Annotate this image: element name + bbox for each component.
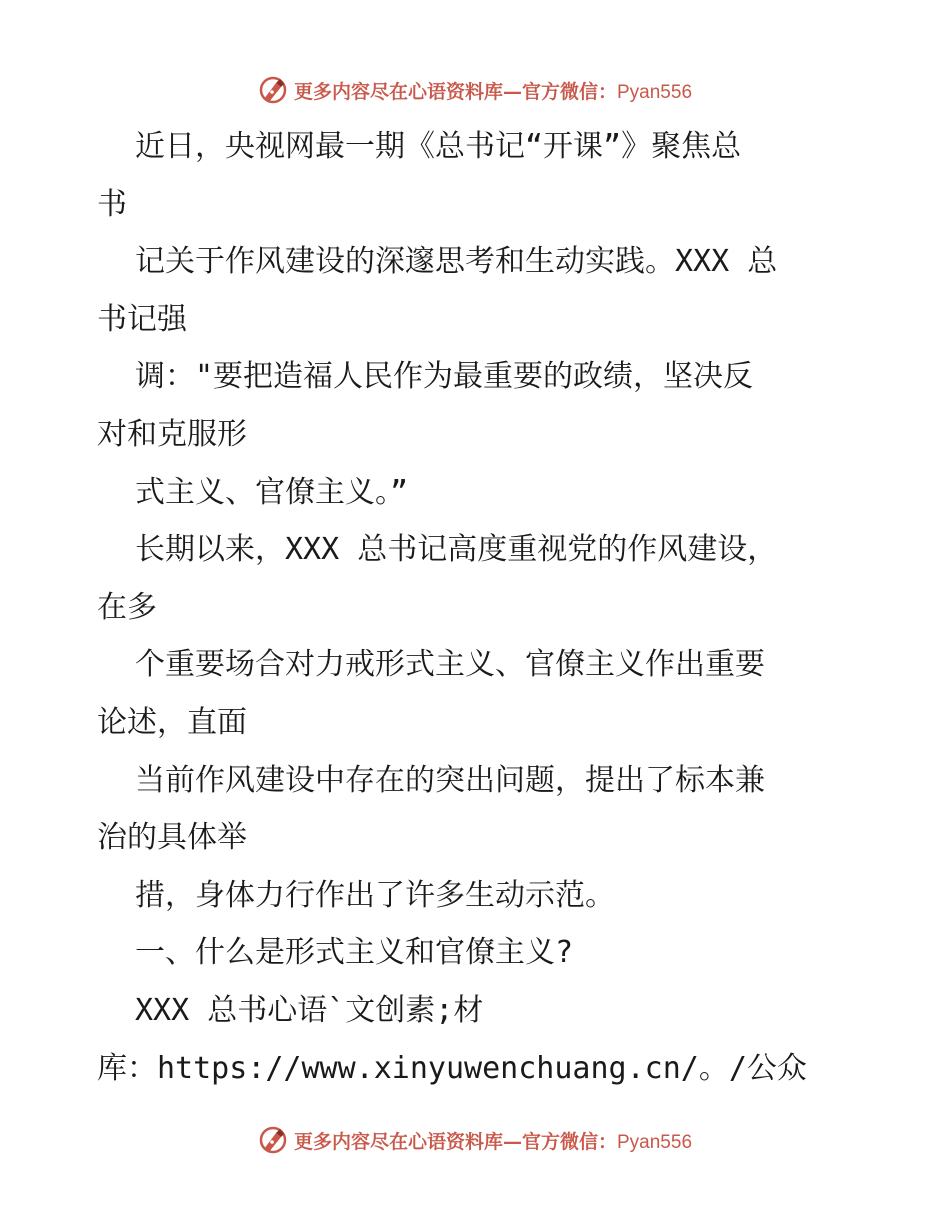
section-heading: 一、什么是形式主义和官僚主义?: [135, 935, 574, 971]
text-line: 个重要场合对力戒形式主义、官僚主义作出重要: [135, 647, 765, 683]
watermark-wechat-id: Pyan556: [617, 1131, 693, 1153]
watermark-wechat-id: Pyan556: [617, 81, 693, 103]
text-line: 论述，直面: [97, 704, 247, 740]
watermark-label: 更多内容尽在心语资料库—官方微信：: [293, 80, 617, 103]
text-line: 对和克服形: [97, 416, 247, 452]
footer-watermark: [0, 1120, 950, 1160]
text-line: 治的具体举: [97, 820, 247, 856]
text-line: 书记强: [97, 301, 187, 337]
text-line: 记关于作风建设的深邃思考和生动实践。XXX 总: [135, 244, 778, 280]
header-watermark: [0, 70, 950, 110]
pen-nib-logo-icon: [258, 1125, 288, 1155]
document-body: [97, 118, 867, 1097]
text-line: XXX 总书心语`文创素;材: [135, 992, 484, 1028]
text-line: 长期以来，XXX 总书记高度重视党的作风建设，: [135, 532, 778, 568]
text-line-url: 库：https://www.xinyuwenchuang.cn/。/公众: [97, 1050, 807, 1086]
watermark-label: 更多内容尽在心语资料库—官方微信：: [293, 1130, 617, 1153]
pen-nib-logo-icon: [258, 75, 288, 105]
text-line: 在多: [97, 589, 157, 625]
text-line: 调："要把造福人民作为最重要的政绩，坚决反: [135, 359, 754, 395]
watermark-text: [294, 1127, 692, 1154]
watermark-text: [294, 77, 692, 104]
text-line: 书: [97, 186, 127, 222]
text-line: 当前作风建设中存在的突出问题，提出了标本兼: [135, 762, 765, 798]
text-line: 式主义、官僚主义。”: [135, 474, 409, 510]
text-line: 措，身体力行作出了许多生动示范。: [135, 877, 615, 913]
text-line: 近日，央视网最一期《总书记“开课”》聚焦总: [135, 129, 742, 164]
